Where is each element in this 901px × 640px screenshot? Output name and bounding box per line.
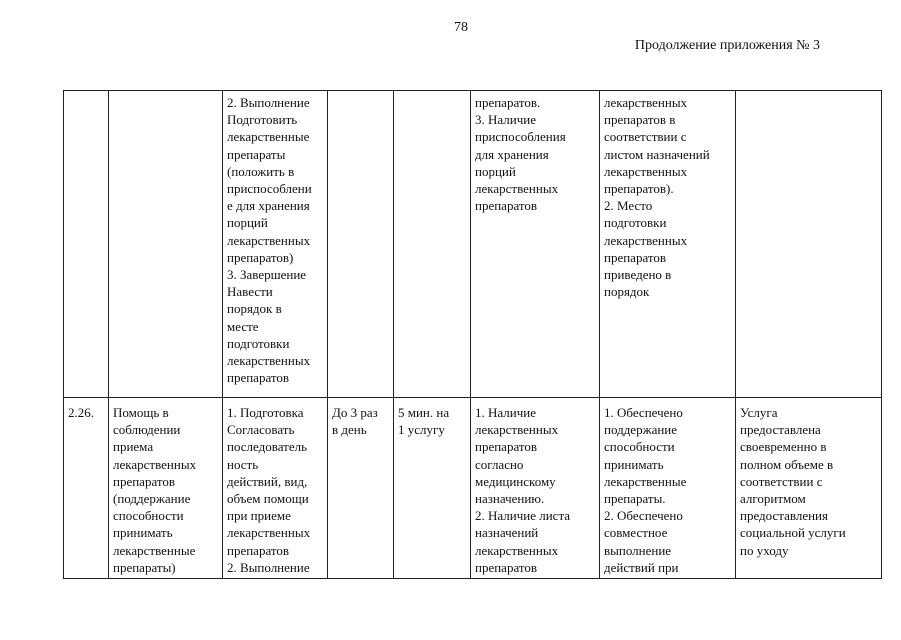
cell-algorithm: 2. Выполнение Подготовить лекарственные препараты (положить в приспособлени е для хранения порций лекарственных препаратов) 3. Завершение Навести порядок в месте подготовки лекарственных препаратов	[223, 91, 328, 398]
appendix-continuation-note: Продолжение приложения № 3	[634, 38, 820, 53]
table-row	[64, 398, 882, 579]
cell-results: лекарственных препаратов в соответствии с листом назначений лекарственных препаратов). 2. Место подготовки лекарственных препаратов приведено в порядок	[600, 91, 736, 398]
cell-service-name: Помощь в соблюдении приема лекарственных препаратов (поддержание способности принимать лекарственные препараты)	[109, 398, 223, 579]
cell-quality: Услуга предоставлена своевременно в полном объеме в соответствии с алгоритмом предоставления социальной услуги по уходу	[736, 398, 882, 579]
cell-duration: 5 мин. на 1 услугу	[394, 398, 471, 579]
cell-algorithm: 1. Подготовка Согласовать последователь ность действий, вид, объем помощи при приеме лекарственных препаратов 2. Выполнение	[223, 398, 328, 579]
cell-conditions: препаратов. 3. Наличие приспособления для хранения порций лекарственных препаратов	[471, 91, 600, 398]
cell-results: 1. Обеспечено поддержание способности принимать лекарственные препараты. 2. Обеспечено совместное выполнение действий при	[600, 398, 736, 579]
cell-duration	[394, 91, 471, 398]
cell-quality	[736, 91, 882, 398]
table-row	[64, 91, 882, 398]
cell-number: 2.26.	[64, 398, 109, 579]
cell-frequency: До 3 раз в день	[328, 398, 394, 579]
cell-service-name	[109, 91, 223, 398]
cell-number	[64, 91, 109, 398]
cell-frequency	[328, 91, 394, 398]
services-table	[63, 90, 882, 579]
cell-conditions: 1. Наличие лекарственных препаратов согласно медицинскому назначению. 2. Наличие листа назначений лекарственных препаратов	[471, 398, 600, 579]
page-number: 78	[454, 20, 468, 35]
